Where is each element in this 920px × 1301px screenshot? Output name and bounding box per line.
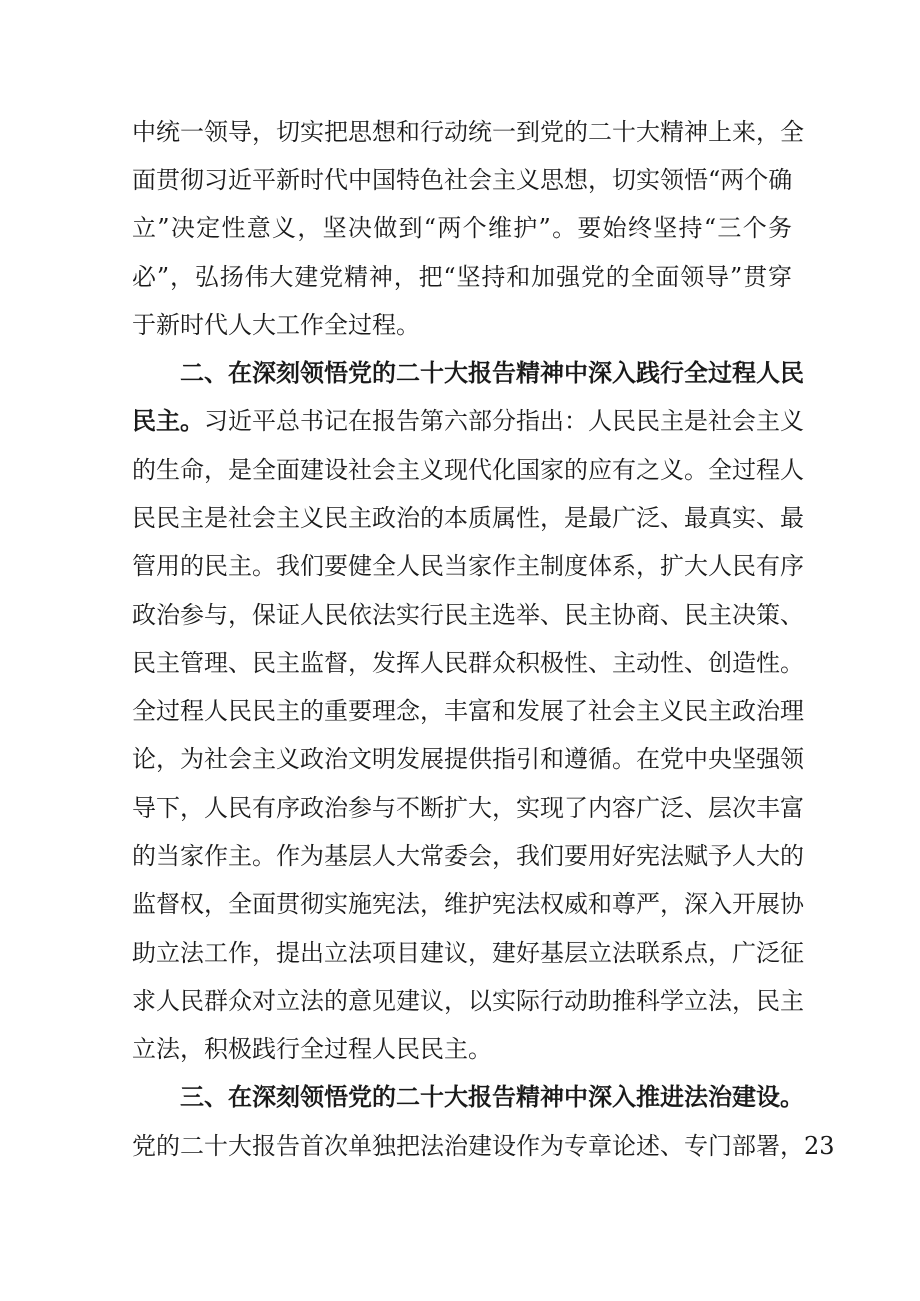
section2-line-11: 的当家作主。作为基层人大常委会，我们要用好宪法赋予人大的 [132, 842, 804, 870]
section2-line-9: 论，为社会主义政治文明发展提供指引和遵循。在党中央坚强领 [132, 745, 804, 773]
section2-line-14: 求人民群众对立法的意见建议，以实际行动助推科学立法，民主 [132, 987, 804, 1015]
paragraph1-line-1: 中统一领导，切实把思想和行动统一到党的二十大精神上来，全 [132, 118, 804, 146]
section2-line-12: 监督权，全面贯彻实施宪法，维护宪法权威和尊严，深入开展协 [132, 890, 804, 918]
section3-heading: 三、在深刻领悟党的二十大报告精神中深入推进法治建设。 [180, 1083, 804, 1111]
section2-heading: 二、在深刻领悟党的二十大报告精神中深入践行全过程人民 [180, 359, 804, 387]
section2-line-7: 民主管理、民主监督，发挥人民群众积极性、主动性、创造性。 [132, 649, 804, 677]
section2-heading-end: 民主。 [132, 407, 204, 435]
section2-line-6: 政治参与，保证人民依法实行民主选举、民主协商、民主决策、 [132, 601, 804, 629]
paragraph1-line-2: 面贯彻习近平新时代中国特色社会主义思想，切实领悟“两个确 [132, 166, 793, 194]
section2-line-2-text: 习近平总书记在报告第六部分指出：人民民主是社会主义 [204, 407, 804, 435]
paragraph1-line-5: 于新时代人大工作全过程。 [132, 311, 420, 339]
section2-line-13: 助立法工作，提出立法项目建议，建好基层立法联系点，广泛征 [132, 939, 804, 967]
section2-line-10: 导下，人民有序政治参与不断扩大，实现了内容广泛、层次丰富 [132, 794, 804, 822]
section2-line-4: 民民主是社会主义民主政治的本质属性，是最广泛、最真实、最 [132, 504, 804, 532]
section3-line-1: 党的二十大报告首次单独把法治建设作为专章论述、专门部署，23 [132, 1132, 835, 1160]
section2-line-3: 的生命，是全面建设社会主义现代化国家的应有之义。全过程人 [132, 456, 804, 484]
section2-line-2 [132, 403, 804, 439]
section2-line-15: 立法，积极践行全过程人民民主。 [132, 1035, 492, 1063]
section2-line-8: 全过程人民民主的重要理念，丰富和发展了社会主义民主政治理 [132, 697, 804, 725]
section2-line-5: 管用的民主。我们要健全人民当家作主制度体系，扩大人民有序 [132, 552, 804, 580]
paragraph1-line-3: 立”决定性意义，坚决做到“两个维护”。要始终坚持“三个务 [132, 214, 792, 242]
paragraph1-line-4: 必”，弘扬伟大建党精神，把“坚持和加强党的全面领导”贯穿 [132, 263, 792, 291]
